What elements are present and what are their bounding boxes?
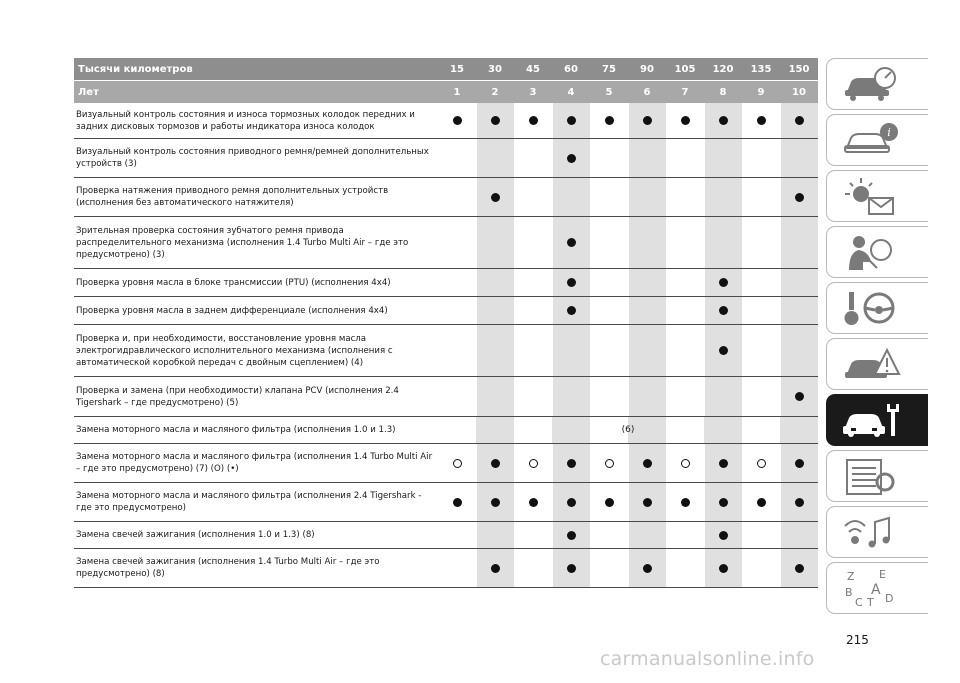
- interval-cell: [704, 325, 742, 376]
- open-circle-mark: [605, 459, 614, 468]
- interval-cell: [552, 377, 590, 416]
- filled-dot-mark: [491, 459, 500, 468]
- interval-cell: [514, 297, 552, 324]
- interval-cell: [438, 325, 476, 376]
- filled-dot-mark: [719, 459, 728, 468]
- interval-cell: [590, 217, 628, 268]
- interval-cell: [742, 297, 780, 324]
- filled-dot-mark: [681, 116, 690, 125]
- table-row: [74, 483, 818, 522]
- car-warning-icon: [841, 344, 901, 384]
- interval-cell: [514, 483, 552, 521]
- interval-cell: [628, 297, 666, 324]
- operation-description: Замена моторного масла и масляного фильтра (исполнения 1.0 и 1.3): [76, 425, 396, 435]
- interval-cell: [704, 217, 742, 268]
- interval-cell: [590, 269, 628, 296]
- interval-cell: [780, 483, 818, 521]
- interval-cell: [552, 325, 590, 376]
- interval-cell: [590, 139, 628, 177]
- header-year-value: 8: [719, 86, 727, 98]
- open-circle-mark: [453, 459, 462, 468]
- interval-cell: [742, 377, 780, 416]
- filled-dot-mark: [567, 564, 576, 573]
- interval-cell: [742, 444, 780, 482]
- interval-cell: [438, 549, 476, 587]
- interval-cell: [552, 297, 590, 324]
- interval-cell: [514, 549, 552, 587]
- interval-cell: [552, 139, 590, 177]
- operation-description: Замена свечей зажигания (исполнения 1.4 Turbo Multi Air – где это предусмотрено) (8): [76, 557, 380, 579]
- interval-cell: [704, 377, 742, 416]
- filled-dot-mark: [643, 564, 652, 573]
- interval-cell: [552, 483, 590, 521]
- operation-description: Визуальный контроль состояния и износа тормозных колодок передних и задних дисковых тормозов и работы индикатора износа колодок: [76, 109, 415, 132]
- interval-cell: [666, 325, 704, 376]
- interval-cell: [514, 178, 552, 216]
- filled-dot-mark: [643, 498, 652, 507]
- header-km-value: 120: [712, 63, 734, 75]
- interval-cell: [438, 178, 476, 216]
- page-number: 215: [846, 633, 869, 647]
- interval-cell: [514, 377, 552, 416]
- interval-cell: [742, 522, 780, 548]
- filled-dot-mark: [567, 154, 576, 163]
- interval-cell: [780, 217, 818, 268]
- operation-description: Проверка и, при необходимости, восстановление уровня масла электрогидравлического исполнительного механизма (исполнения с автоматической коробкой передач с двойным сцеплением) (4): [76, 333, 393, 368]
- interval-cell: [666, 549, 704, 587]
- filled-dot-mark: [643, 459, 652, 468]
- interval-cell: [476, 483, 514, 521]
- interval-cell: [476, 325, 514, 376]
- interval-cell: [704, 297, 742, 324]
- interval-cell: [704, 522, 742, 548]
- interval-cell: [590, 444, 628, 482]
- interval-cell: [628, 377, 666, 416]
- filled-dot-mark: [491, 116, 500, 125]
- header-km-value: 15: [450, 63, 464, 75]
- svg-text:D: D: [885, 592, 894, 605]
- svg-text:E: E: [879, 568, 886, 581]
- interval-cell: [628, 325, 666, 376]
- interval-cell: [704, 444, 742, 482]
- interval-cell: [590, 178, 628, 216]
- interval-cell: [552, 444, 590, 482]
- table-row: [74, 297, 818, 325]
- header-year-value: 4: [567, 86, 575, 98]
- interval-cell: [704, 178, 742, 216]
- tab-safety-info[interactable]: [826, 114, 928, 166]
- interval-cell: [666, 522, 704, 548]
- car-wrench-icon: [841, 400, 901, 440]
- svg-text:T: T: [867, 596, 874, 608]
- table-row: [74, 377, 818, 417]
- interval-cell: [628, 483, 666, 521]
- header-km-value: 60: [564, 63, 578, 75]
- airbag-person-icon: [841, 232, 901, 272]
- maintenance-schedule-table: [74, 58, 818, 588]
- table-row: [74, 103, 818, 139]
- interval-cell: [438, 444, 476, 482]
- filled-dot-mark: [757, 116, 766, 125]
- header-km-value: 105: [674, 63, 696, 75]
- filled-dot-mark: [719, 498, 728, 507]
- filled-dot-mark: [795, 392, 804, 401]
- interval-cell: [780, 297, 818, 324]
- tab-safety[interactable]: [826, 226, 928, 278]
- filled-dot-mark: [453, 498, 462, 507]
- filled-dot-mark: [795, 459, 804, 468]
- filled-dot-mark: [795, 498, 804, 507]
- filled-dot-mark: [795, 193, 804, 202]
- interval-cell: [438, 103, 476, 138]
- interval-cell: [476, 269, 514, 296]
- interval-cell: [514, 325, 552, 376]
- header-km-label: Тысячи километров: [78, 63, 193, 75]
- interval-cell: [704, 139, 742, 177]
- interval-cell: [780, 325, 818, 376]
- interval-cell: [476, 522, 514, 548]
- interval-cell: [438, 377, 476, 416]
- data-sheet-icon: [841, 456, 901, 496]
- tab-emergency[interactable]: [826, 338, 928, 390]
- interval-cell: [438, 483, 476, 521]
- filled-dot-mark: [719, 531, 728, 540]
- svg-text:Z: Z: [847, 570, 855, 583]
- interval-cell: [666, 377, 704, 416]
- interval-cell: [476, 549, 514, 587]
- filled-dot-mark: [719, 346, 728, 355]
- interval-cell: [666, 269, 704, 296]
- interval-cell: [628, 269, 666, 296]
- interval-cell: [704, 103, 742, 138]
- interval-cell: [438, 297, 476, 324]
- interval-cell: [704, 549, 742, 587]
- filled-dot-mark: [605, 498, 614, 507]
- header-year-value: 5: [605, 86, 613, 98]
- interval-cell: [704, 483, 742, 521]
- filled-dot-mark: [719, 306, 728, 315]
- interval-cell: [780, 269, 818, 296]
- interval-cell: [514, 139, 552, 177]
- header-km-value: 90: [640, 63, 654, 75]
- interval-cell: [552, 178, 590, 216]
- filled-dot-mark: [719, 564, 728, 573]
- interval-cell: [476, 297, 514, 324]
- filled-dot-mark: [491, 564, 500, 573]
- header-year-value: 10: [792, 86, 806, 98]
- header-years-label: Лет: [78, 86, 99, 98]
- car-info-icon: [841, 120, 901, 160]
- alphabet-icon: [841, 568, 901, 608]
- tab-dashboard[interactable]: [826, 58, 928, 110]
- interval-cell: [476, 217, 514, 268]
- interval-cell: [780, 549, 818, 587]
- interval-cell: [590, 325, 628, 376]
- filled-dot-mark: [529, 116, 538, 125]
- interval-cell: [476, 139, 514, 177]
- open-circle-mark: [529, 459, 538, 468]
- operation-description: Проверка уровня масла в заднем дифференциале (исполнения 4x4): [76, 305, 388, 316]
- table-row: [74, 217, 818, 269]
- interval-cell: [590, 483, 628, 521]
- header-year-value: 7: [681, 86, 689, 98]
- interval-cell: [628, 444, 666, 482]
- table-row: [74, 139, 818, 178]
- interval-cell: [742, 103, 780, 138]
- interval-cell: [742, 325, 780, 376]
- filled-dot-mark: [795, 116, 804, 125]
- interval-cell: [780, 139, 818, 177]
- interval-cell: [438, 217, 476, 268]
- open-circle-mark: [681, 459, 690, 468]
- filled-dot-mark: [491, 498, 500, 507]
- table-row: [74, 417, 818, 444]
- interval-cell: [666, 103, 704, 138]
- interval-cell: [666, 178, 704, 216]
- filled-dot-mark: [567, 531, 576, 540]
- interval-cell: [438, 139, 476, 177]
- interval-cell: [476, 103, 514, 138]
- interval-cell: [742, 178, 780, 216]
- filled-dot-mark: [567, 498, 576, 507]
- filled-dot-mark: [719, 116, 728, 125]
- svg-text:A: A: [871, 582, 881, 598]
- header-km-value: 30: [488, 63, 502, 75]
- interval-cell: [628, 103, 666, 138]
- operation-description: Проверка натяжения приводного ремня дополнительных устройств (исполнения без автоматического натяжителя): [76, 186, 389, 208]
- key-steering-icon: [841, 288, 901, 328]
- interval-cell: [476, 178, 514, 216]
- interval-cell: [590, 549, 628, 587]
- open-circle-mark: [757, 459, 766, 468]
- filled-dot-mark: [795, 564, 804, 573]
- interval-cell: [742, 217, 780, 268]
- filled-dot-mark: [567, 116, 576, 125]
- header-year-value: 6: [643, 86, 651, 98]
- interval-cell: [438, 522, 476, 548]
- header-km-value: 135: [750, 63, 772, 75]
- tab-multimedia[interactable]: [826, 506, 928, 558]
- operation-description: Визуальный контроль состояния приводного ремня/ремней дополнительных устройств (3): [76, 147, 429, 169]
- filled-dot-mark: [453, 116, 462, 125]
- filled-dot-mark: [681, 498, 690, 507]
- interval-cell: [780, 178, 818, 216]
- table-row: [74, 444, 818, 483]
- interval-cell: [590, 522, 628, 548]
- operation-description: Замена моторного масла и масляного фильтра (исполнения 1.4 Turbo Multi Air – где это предусмотрено) (7) (O) (•): [76, 452, 433, 474]
- interval-cell: [514, 444, 552, 482]
- filled-dot-mark: [567, 278, 576, 287]
- warning-light-envelope-icon: [841, 176, 901, 216]
- interval-cell: [514, 522, 552, 548]
- svg-text:C: C: [855, 596, 863, 608]
- interval-cell: [780, 377, 818, 416]
- table-row: [74, 549, 818, 588]
- interval-cell: [742, 269, 780, 296]
- svg-text:B: B: [845, 586, 853, 599]
- filled-dot-mark: [567, 459, 576, 468]
- interval-cell: [552, 269, 590, 296]
- tab-starting-driving[interactable]: [826, 282, 928, 334]
- header-km-value: 45: [526, 63, 540, 75]
- operation-description: Проверка уровня масла в блоке трансмиссии (PTU) (исполнения 4x4): [76, 277, 391, 288]
- interval-cell: [514, 269, 552, 296]
- interval-cell: [780, 103, 818, 138]
- table-row: [74, 522, 818, 549]
- operation-description: Проверка и замена (при необходимости) клапана PCV (исполнения 2.4 Tigershark – где предусмотрено) (5): [76, 385, 399, 408]
- svg-text:i: i: [887, 126, 891, 139]
- table-row: [74, 325, 818, 377]
- filled-dot-mark: [643, 116, 652, 125]
- interval-cell: [666, 139, 704, 177]
- interval-cell: [742, 549, 780, 587]
- filled-dot-mark: [605, 116, 614, 125]
- header-year-value: 2: [491, 86, 499, 98]
- filled-dot-mark: [491, 193, 500, 202]
- header-year-value: 3: [529, 86, 537, 98]
- interval-cell: [704, 269, 742, 296]
- interval-cell: [552, 522, 590, 548]
- interval-cell: [666, 483, 704, 521]
- interval-cell: [590, 103, 628, 138]
- tab-index[interactable]: [826, 562, 928, 614]
- interval-cell: [628, 549, 666, 587]
- table-row: [74, 178, 818, 217]
- header-km-row: [74, 58, 818, 81]
- interval-cell: [742, 139, 780, 177]
- interval-cell: [552, 217, 590, 268]
- operation-description: Замена моторного масла и масляного фильтра (исполнения 2.4 Tigershark - где это предусмотрено): [76, 491, 422, 513]
- header-years-row: [74, 81, 818, 103]
- header-year-value: 1: [453, 86, 461, 98]
- tab-maintenance[interactable]: [826, 394, 928, 446]
- filled-dot-mark: [529, 498, 538, 507]
- interval-cell: [438, 269, 476, 296]
- interval-cell: [780, 522, 818, 548]
- interval-cell: [780, 444, 818, 482]
- note-reference: (6): [438, 417, 818, 443]
- interval-cell: [590, 297, 628, 324]
- interval-cell: [476, 444, 514, 482]
- interval-cell: [476, 377, 514, 416]
- interval-cell: [666, 444, 704, 482]
- interval-cell: [514, 217, 552, 268]
- operation-description: Замена свечей зажигания (исполнения 1.0 и 1.3) (8): [76, 530, 315, 540]
- tab-lights-messages[interactable]: [826, 170, 928, 222]
- interval-cell: [514, 103, 552, 138]
- interval-cell: [628, 178, 666, 216]
- tab-technical-data[interactable]: [826, 450, 928, 502]
- interval-cell: [628, 522, 666, 548]
- section-tabs: [826, 58, 928, 618]
- interval-cell: [742, 483, 780, 521]
- header-km-value: 75: [602, 63, 616, 75]
- interval-cell: [628, 217, 666, 268]
- interval-cell: [666, 297, 704, 324]
- table-row: [74, 269, 818, 297]
- signal-music-icon: [841, 512, 901, 552]
- filled-dot-mark: [757, 498, 766, 507]
- interval-cell: [628, 139, 666, 177]
- filled-dot-mark: [719, 278, 728, 287]
- filled-dot-mark: [567, 238, 576, 247]
- interval-cell: [552, 103, 590, 138]
- interval-cell: [552, 549, 590, 587]
- header-km-value: 150: [788, 63, 810, 75]
- interval-cell: [590, 377, 628, 416]
- header-year-value: 9: [757, 86, 765, 98]
- operation-description: Зрительная проверка состояния зубчатого ремня привода распределительного механизма (исполнения 1.4 Turbo Multi Air – где это предусмотрено) (3): [76, 225, 409, 260]
- filled-dot-mark: [567, 306, 576, 315]
- interval-cell: [666, 217, 704, 268]
- car-gauge-icon: [841, 64, 901, 104]
- watermark: carmanualsonline.info: [600, 648, 815, 670]
